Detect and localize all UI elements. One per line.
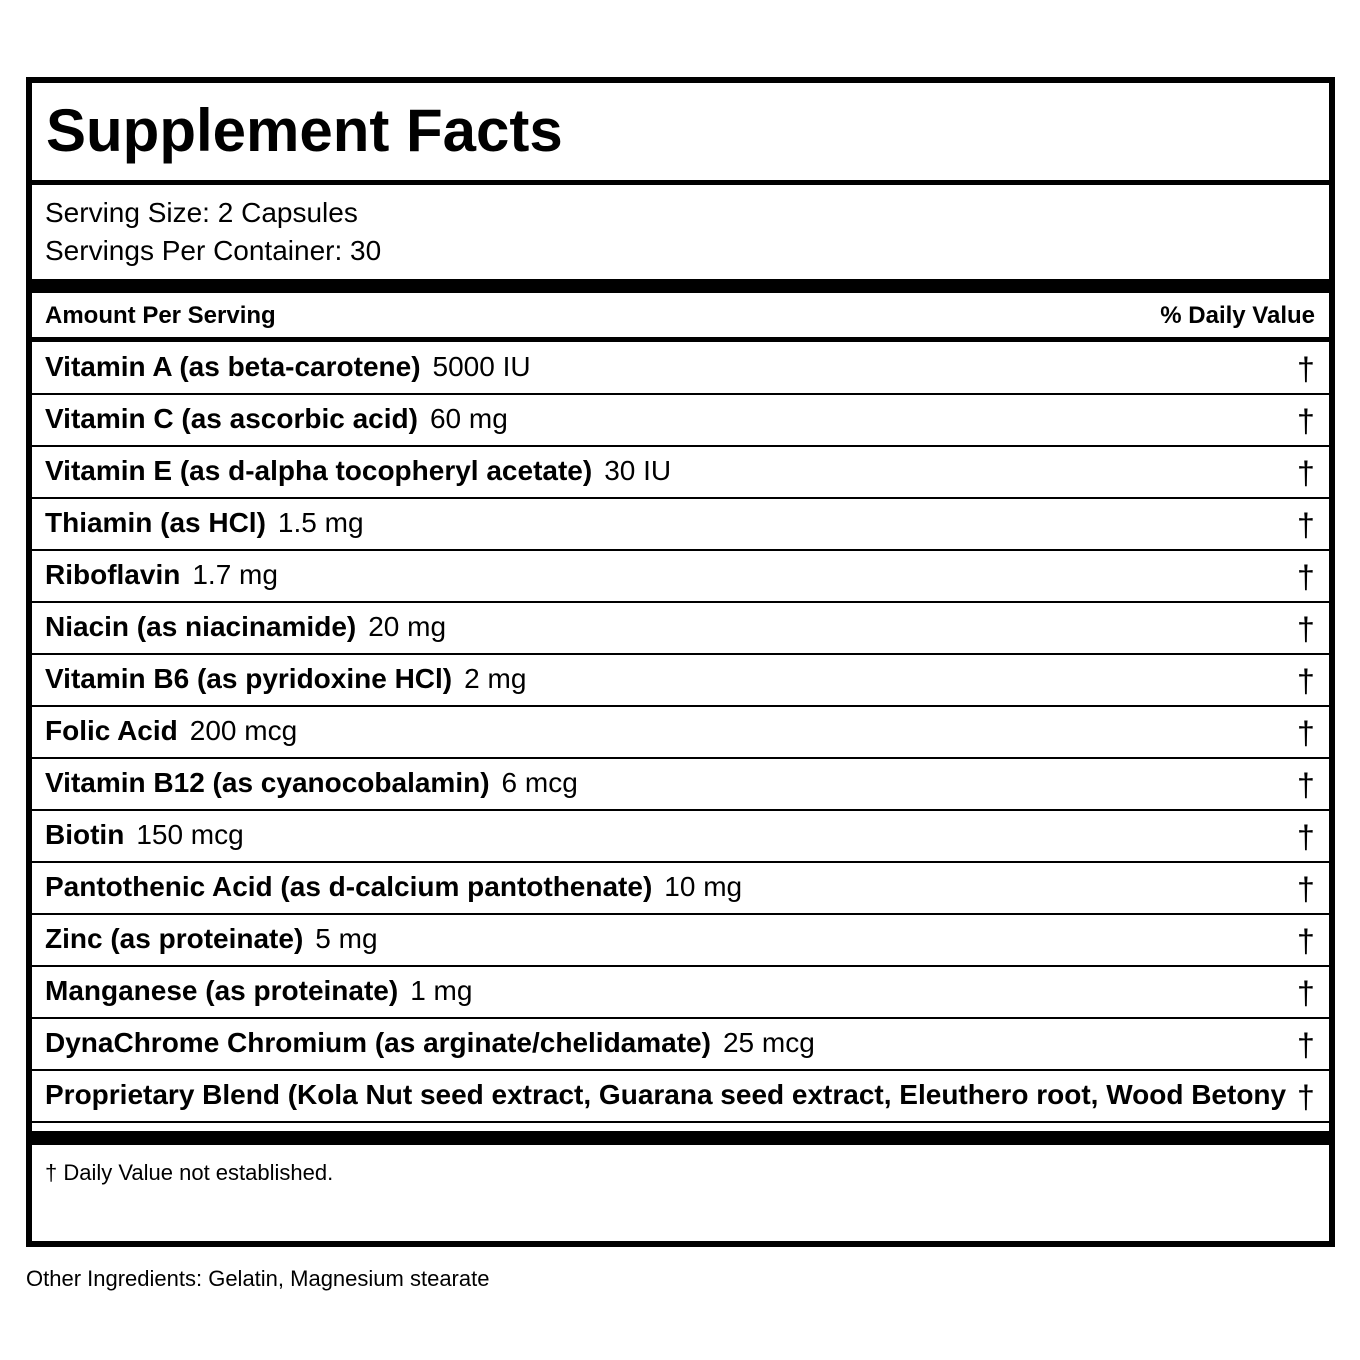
nutrient-amount: 30 IU: [604, 455, 672, 486]
nutrient-row: [32, 499, 1329, 551]
nutrient-name: Vitamin B6 (as pyridoxine HCl): [45, 663, 453, 694]
nutrient-row: [32, 915, 1329, 967]
nutrient-name: Proprietary Blend (Kola Nut seed extract, Guarana seed extract, Eleuthero root, Wood Betony: [45, 1079, 1287, 1110]
nutrient-amount: 1.5 mg: [277, 507, 364, 538]
nutrient-amount: 10 mg: [664, 871, 743, 902]
daily-value-footnote: † Daily Value not established.: [45, 1160, 334, 1185]
nutrient-name: Vitamin E (as d-alpha tocopheryl acetate): [45, 455, 593, 486]
nutrient-text: [45, 561, 278, 589]
supplement-facts-panel: [26, 77, 1335, 1247]
nutrient-row: [32, 863, 1329, 915]
nutrient-name: Vitamin C (as ascorbic acid): [45, 403, 418, 434]
panel-title: Supplement Facts: [46, 97, 563, 164]
nutrient-amount: 1 mg: [410, 975, 473, 1006]
nutrient-name: Thiamin (as HCl): [45, 507, 266, 538]
nutrient-row: [32, 1019, 1329, 1071]
daily-value-dagger: †: [1297, 663, 1315, 699]
nutrient-name: Manganese (as proteinate): [45, 975, 399, 1006]
nutrient-row: [32, 707, 1329, 759]
nutrient-text: [45, 1029, 815, 1057]
nutrient-text: [45, 613, 446, 641]
amount-per-serving-header: Amount Per Serving: [45, 302, 276, 329]
nutrient-row: [32, 343, 1329, 395]
nutrient-name: Niacin (as niacinamide): [45, 611, 357, 642]
nutrient-list: [32, 343, 1329, 1123]
daily-value-dagger: †: [1297, 1027, 1315, 1063]
daily-value-dagger: †: [1297, 455, 1315, 491]
nutrient-row: [32, 655, 1329, 707]
nutrient-row: [32, 811, 1329, 863]
serving-size: Serving Size: 2 Capsules: [45, 197, 358, 228]
nutrient-amount: 6 mcg: [501, 767, 578, 798]
servings-per-container: Servings Per Container: 30: [45, 235, 382, 266]
nutrient-text: [45, 509, 364, 537]
nutrient-amount: 200 mcg: [189, 715, 298, 746]
nutrient-row: [32, 603, 1329, 655]
nutrient-row: [32, 551, 1329, 603]
nutrient-name: Riboflavin: [45, 559, 181, 590]
nutrient-text: [45, 457, 671, 485]
nutrient-row: [32, 447, 1329, 499]
nutrient-name: Pantothenic Acid (as d-calcium pantothenate): [45, 871, 653, 902]
nutrient-name: Folic Acid: [45, 715, 178, 746]
nutrient-text: [45, 1081, 1286, 1109]
nutrient-text: [45, 769, 578, 797]
nutrient-name: Biotin: [45, 819, 125, 850]
daily-value-dagger: †: [1297, 819, 1315, 855]
daily-value-header: % Daily Value: [1160, 302, 1315, 329]
nutrient-text: [45, 925, 378, 953]
nutrient-name: Zinc (as proteinate): [45, 923, 304, 954]
daily-value-dagger: †: [1297, 975, 1315, 1011]
nutrient-amount: 5 mg: [315, 923, 378, 954]
nutrient-row: [32, 759, 1329, 811]
thick-divider-top: [32, 279, 1329, 293]
daily-value-dagger: †: [1297, 715, 1315, 751]
other-ingredients: Other Ingredients: Gelatin, Magnesium stearate: [26, 1266, 490, 1291]
title-divider: [32, 180, 1329, 185]
nutrient-row: [32, 967, 1329, 1019]
nutrient-amount: 25 mcg: [722, 1027, 815, 1058]
daily-value-dagger: †: [1297, 923, 1315, 959]
daily-value-dagger: †: [1297, 611, 1315, 647]
daily-value-dagger: †: [1297, 1079, 1315, 1115]
nutrient-text: [45, 405, 508, 433]
nutrient-amount: 20 mg: [368, 611, 447, 642]
nutrient-text: [45, 873, 742, 901]
daily-value-dagger: †: [1297, 351, 1315, 387]
nutrient-row: [32, 395, 1329, 447]
nutrient-amount: 1.7 mg: [192, 559, 278, 590]
daily-value-dagger: †: [1297, 403, 1315, 439]
nutrient-text: [45, 977, 472, 1005]
nutrient-name: Vitamin A (as beta-carotene): [45, 351, 421, 382]
nutrient-text: [45, 821, 244, 849]
nutrient-text: [45, 353, 531, 381]
daily-value-dagger: †: [1297, 507, 1315, 543]
thick-divider-bottom: [32, 1131, 1329, 1145]
daily-value-dagger: †: [1297, 767, 1315, 803]
nutrient-name: DynaChrome Chromium (as arginate/chelidamate): [45, 1027, 711, 1058]
nutrient-name: Vitamin B12 (as cyanocobalamin): [45, 767, 490, 798]
nutrient-row: [32, 1071, 1329, 1123]
nutrient-amount: 2 mg: [464, 663, 527, 694]
nutrient-amount: 60 mg: [429, 403, 508, 434]
daily-value-dagger: †: [1297, 871, 1315, 907]
nutrient-amount: 5000 IU: [432, 351, 531, 382]
nutrient-text: [45, 665, 526, 693]
header-divider: [32, 337, 1329, 342]
nutrient-amount: 150 mcg: [136, 819, 244, 850]
nutrient-text: [45, 717, 297, 745]
daily-value-dagger: †: [1297, 559, 1315, 595]
